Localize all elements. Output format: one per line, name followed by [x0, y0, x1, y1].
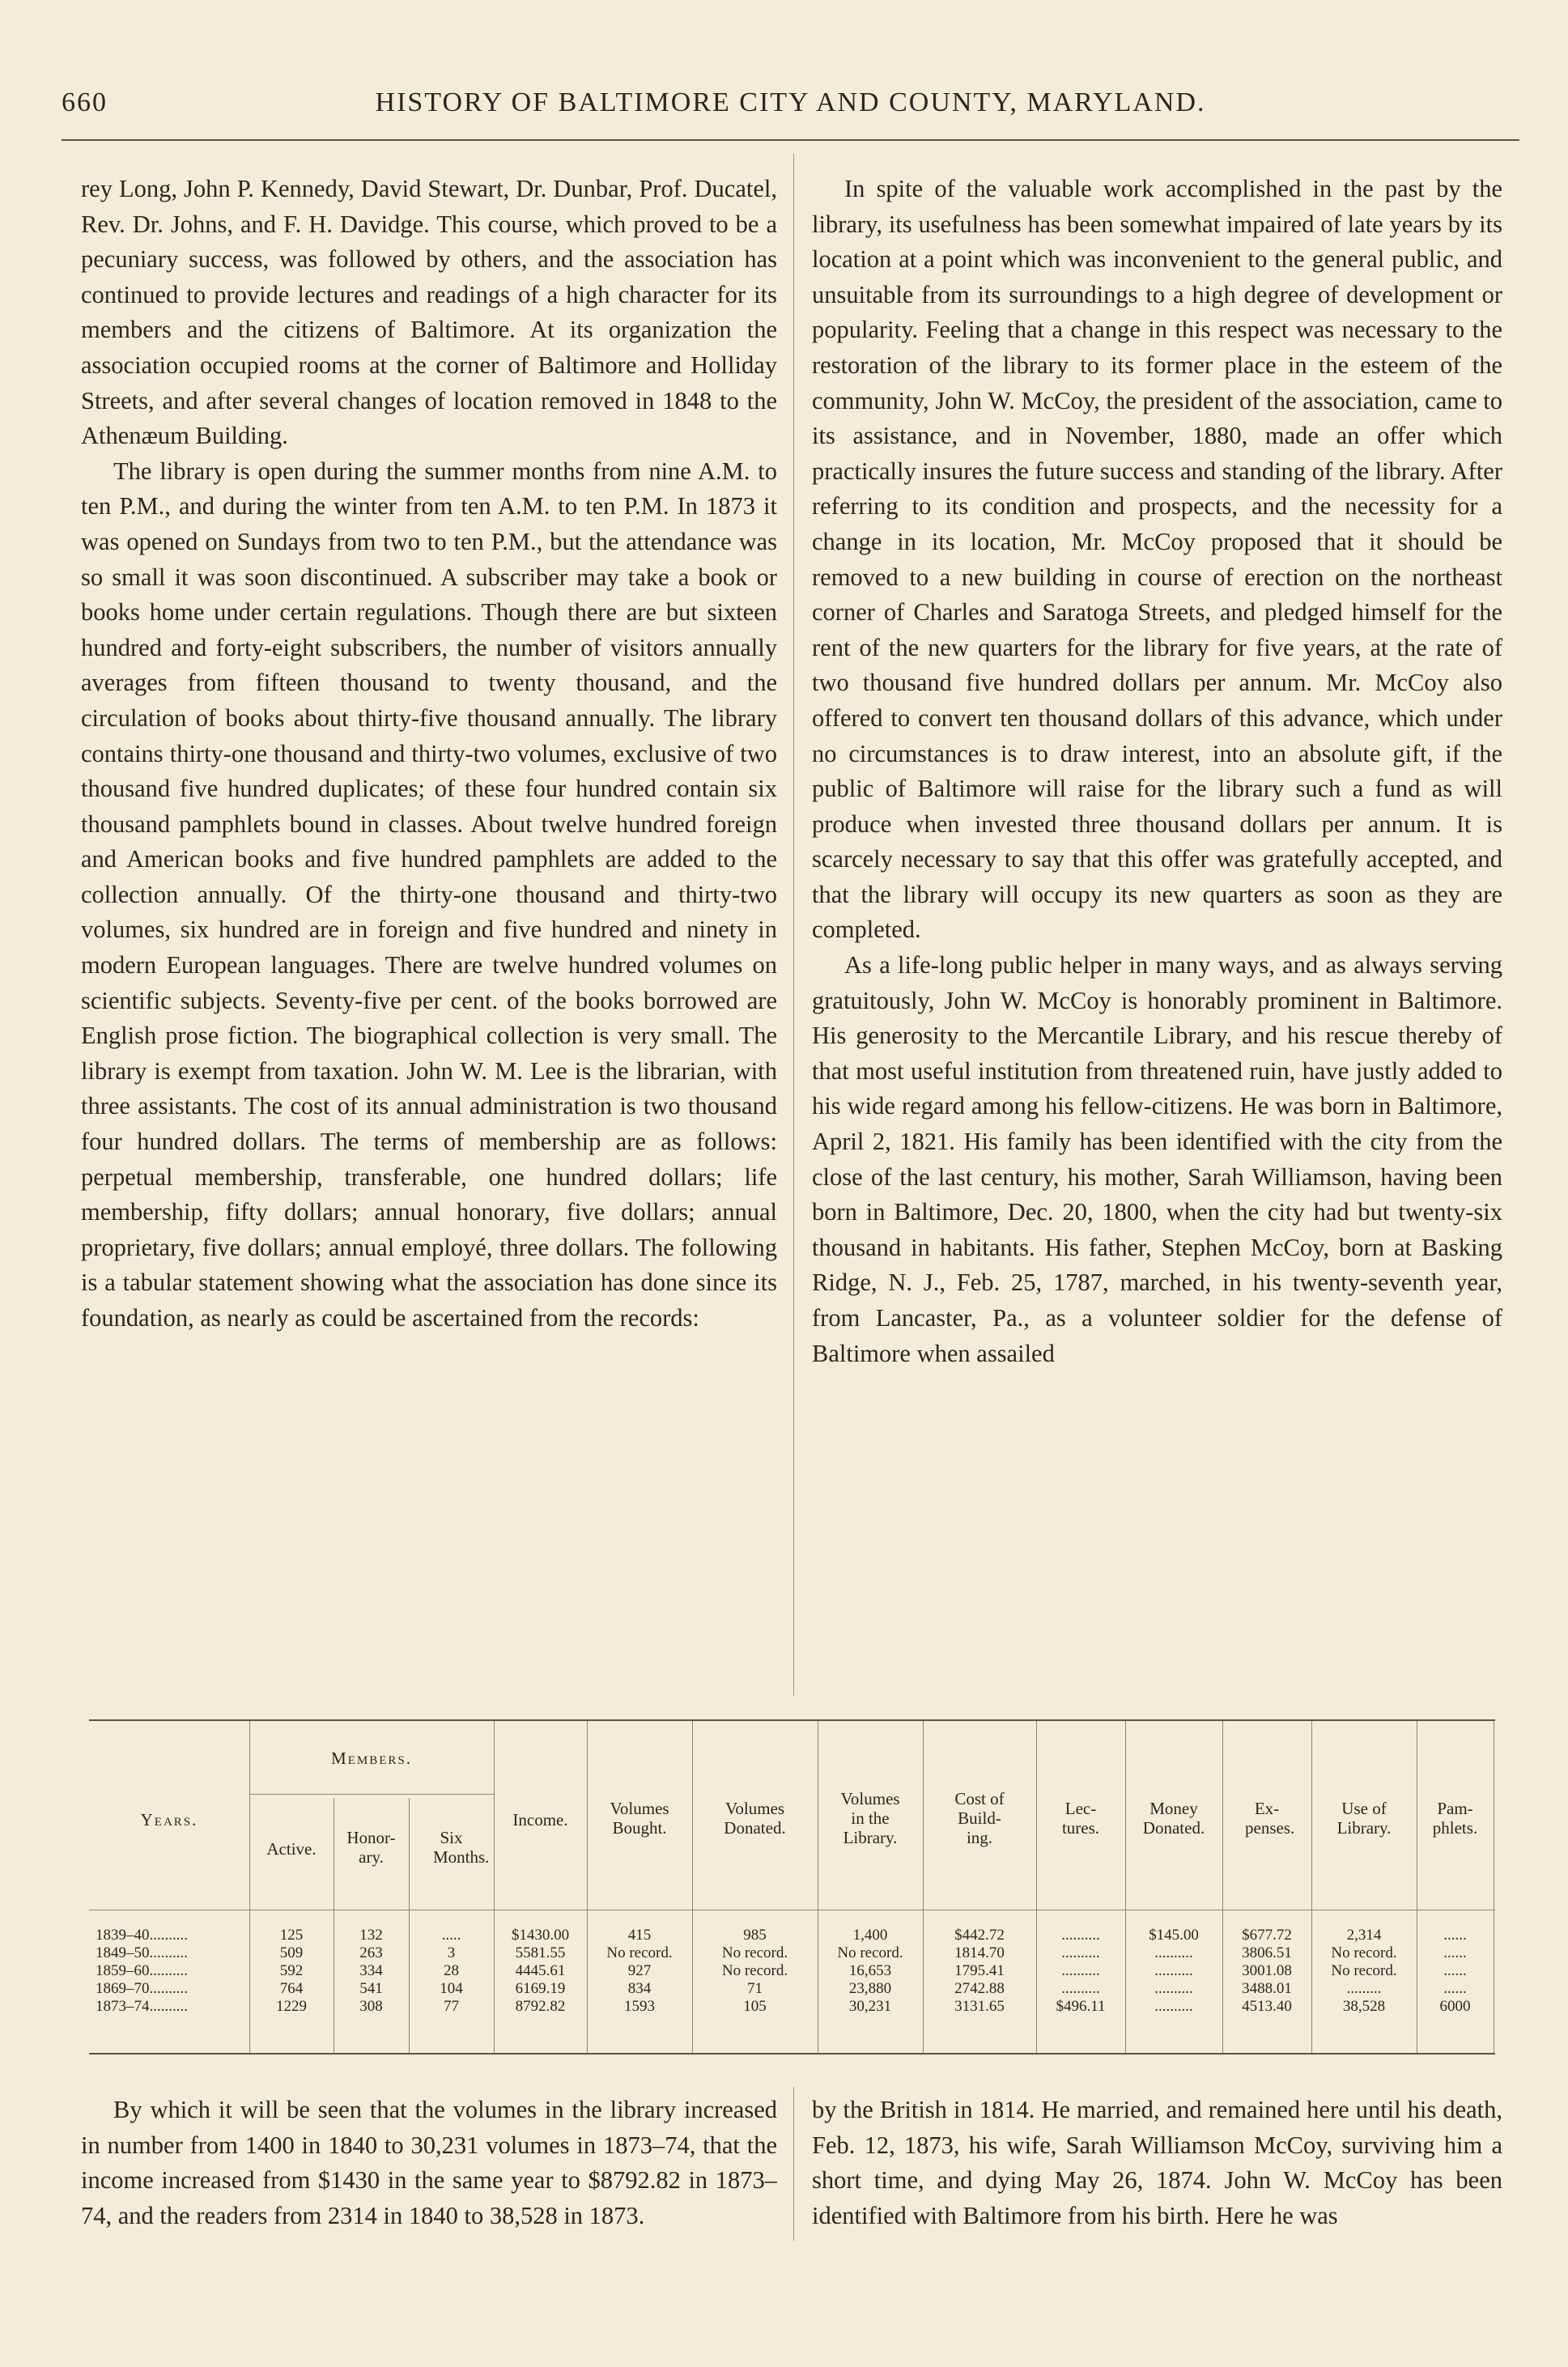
cell-lectures: .......... [1061, 1962, 1100, 1979]
header-volumes-in-library: Volumes in the Library. [840, 1789, 900, 1847]
bottom-right-column [812, 2093, 1502, 2233]
paragraph: The library is open during the summer months from nine A.M. to ten P.M., and during the winter from ten A.M. to ten P.M. In 1873 it was opened on Sundays from two to ten P.M., but the attendance was so small it was soon discontinued. A subscriber may take a book or books home under certain regulations. Though there are but sixteen hundred and forty-eight subscribers, the number of visitors annually averages from fifteen thousand to twenty thousand, and the circulation of books about thirty-five thousand annually. The library contains thirty-one thousand and thirty-two volumes, exclusive of two thousand five hundred duplicates; of these four hundred contain six thousand pamphlets bound in classes. About twelve hundred foreign and American books and five hundred pamphlets are added to the collection annually. Of the thirty-one thousand and thirty-two volumes, six hundred are in foreign and five hundred and ninety in modern European languages. There are twelve hundred volumes on scientific subjects. Seventy-five per cent. of the books borrowed are English prose fiction. The biographical collection is very small. The library is exempt from taxation. John W. M. Lee is the librarian, with three assistants. The cost of its annual administration is two thousand four hundred dollars. The terms of membership are as follows: perpetual membership, transferable, one hundred dollars; life membership, fifty dollars; annual honorary, five dollars; annual proprietary, five dollars; annual employé, three dollars. The following is a tabular statement showing what the association has done since its foundation, as nearly as could be ascertained from the records: [81, 457, 777, 1332]
cell-honorary: 541 [359, 1980, 383, 1997]
page-title: HISTORY OF BALTIMORE CITY AND COUNTY, MARYLAND. [375, 87, 1206, 117]
cell-volumes-donated: No record. [721, 1962, 788, 1979]
cell-year: 1873–74.......... [96, 1998, 188, 2015]
cell-income: $1430.00 [511, 1927, 570, 1944]
cell-volumes-donated: 71 [747, 1980, 763, 1997]
cell-expenses: 4513.40 [1242, 1998, 1292, 2015]
cell-volumes-in-library: 16,653 [848, 1962, 892, 1979]
cell-cost-of-building: 3131.65 [954, 1998, 1005, 2015]
column-divider [793, 154, 794, 1696]
cell-lectures: .......... [1061, 1944, 1100, 1961]
cell-use-of-library: 2,314 [1346, 1927, 1382, 1944]
cell-six-months: ..... [441, 1927, 461, 1944]
cell-volumes-in-library: 23,880 [848, 1980, 892, 1997]
cell-income: 4445.61 [515, 1962, 566, 1979]
cell-six-months: 104 [440, 1980, 463, 1997]
cell-volumes-donated: 985 [743, 1927, 767, 1944]
cell-pamphlets: ...... [1443, 1927, 1467, 1944]
cell-expenses: 3001.08 [1242, 1962, 1292, 1979]
cell-expenses: $677.72 [1242, 1927, 1292, 1944]
cell-volumes-bought: 834 [627, 1980, 652, 1997]
header-honorary: Honor-ary. [346, 1828, 396, 1867]
cell-lectures: $496.11 [1056, 1998, 1106, 2015]
cell-active: 592 [279, 1962, 304, 1979]
cell-income: 6169.19 [515, 1980, 566, 1997]
cell-money-donated: .......... [1154, 1998, 1193, 2015]
cell-honorary: 334 [359, 1962, 383, 1979]
right-column [812, 172, 1502, 1371]
cell-volumes-donated: No record. [721, 1944, 788, 1961]
table-row [89, 1998, 1495, 2016]
cell-active: 1229 [276, 1998, 307, 2015]
running-header [62, 87, 1519, 128]
header-active: Active. [266, 1839, 317, 1859]
header-cost-of-building: Cost of Build-ing. [954, 1789, 1005, 1847]
cell-cost-of-building: 2742.88 [954, 1980, 1005, 1997]
cell-cost-of-building: $442.72 [954, 1927, 1005, 1944]
cell-pamphlets: 6000 [1439, 1998, 1471, 2015]
cell-cost-of-building: 1795.41 [954, 1962, 1005, 1979]
page-number: 660 [62, 87, 108, 117]
cell-money-donated: .......... [1154, 1962, 1193, 1979]
cell-honorary: 263 [359, 1944, 383, 1961]
paragraph: By which it will be seen that the volumes in the library increased in number from 1400 in 1840 to 30,231 volumes in 1873–74, that the income increased from $1430 in the same year to $8792.82 in 1873–74, and the readers from 2314 in 1840 to 38,528 in 1873. [81, 2096, 777, 2229]
cell-year: 1859–60.......... [96, 1962, 188, 1979]
header-six-months: Six Months. [433, 1828, 490, 1867]
cell-money-donated: .......... [1154, 1944, 1193, 1961]
cell-honorary: 308 [359, 1998, 383, 2015]
header-lectures: Lec-tures. [1061, 1799, 1100, 1838]
cell-volumes-in-library: 30,231 [848, 1998, 892, 2015]
cell-expenses: 3488.01 [1242, 1980, 1292, 1997]
statistics-table [89, 1719, 1495, 2055]
header-income: Income. [512, 1810, 568, 1829]
cell-volumes-in-library: 1,400 [852, 1927, 888, 1944]
cell-use-of-library: ......... [1346, 1980, 1382, 1997]
bottom-left-column [81, 2093, 777, 2233]
cell-cost-of-building: 1814.70 [954, 1944, 1005, 1961]
table-divider [249, 1794, 494, 1795]
cell-six-months: 28 [444, 1962, 459, 1979]
cell-pamphlets: ...... [1443, 1944, 1467, 1961]
cell-expenses: 3806.51 [1242, 1944, 1292, 1961]
cell-income: 5581.55 [515, 1944, 566, 1961]
column-divider [793, 2087, 794, 2241]
table-row [89, 1927, 1495, 1944]
header-rule [62, 139, 1519, 141]
header-volumes-bought: Volumes Bought. [610, 1799, 669, 1838]
header-expenses: Ex-penses. [1245, 1799, 1295, 1838]
cell-active: 764 [279, 1980, 304, 1997]
header-volumes-donated: Volumes Donated. [724, 1799, 786, 1838]
cell-use-of-library: 38,528 [1342, 1998, 1386, 2015]
paragraph: by the British in 1814. He married, and remained here until his death, Feb. 12, 1873, his wife, Sarah Williamson McCoy, surviving him a short time, and dying May 26, 1874. John W. McCoy has been identified with Baltimore from his birth. Here he was [812, 2096, 1502, 2229]
cell-active: 125 [279, 1927, 304, 1944]
table-row [89, 1944, 1495, 1962]
header-pamphlets: Pam-phlets. [1432, 1799, 1478, 1838]
header-members: Members. [331, 1749, 412, 1768]
cell-pamphlets: ...... [1443, 1980, 1467, 1997]
cell-active: 509 [279, 1944, 304, 1961]
cell-honorary: 132 [359, 1927, 383, 1944]
cell-year: 1839–40.......... [96, 1927, 188, 1944]
cell-lectures: .......... [1061, 1927, 1100, 1944]
cell-use-of-library: No record. [1331, 1944, 1397, 1961]
table-row [89, 1962, 1495, 1980]
cell-six-months: 77 [444, 1998, 459, 2015]
cell-use-of-library: No record. [1331, 1962, 1397, 1979]
cell-volumes-donated: 105 [743, 1998, 767, 2015]
cell-money-donated: .......... [1154, 1980, 1193, 1997]
header-money-donated: Money Donated. [1142, 1799, 1205, 1838]
cell-volumes-bought: No record. [606, 1944, 673, 1961]
table-row [89, 1980, 1495, 1998]
paragraph: As a life-long public helper in many ways, and as always serving gratuitously, John W. McCoy is honorably prominent in Baltimore. His generosity to the Mercantile Library, and his rescue thereby of that most useful institution from threatened ruin, have justly added to his wide regard among his fellow-citizens. He was born in Baltimore, April 2, 1821. His family has been identified with the city from the close of the last century, his mother, Sarah Williamson, having been born in Baltimore, Dec. 20, 1800, when the city had but twenty-six thousand in habitants. His father, Stephen McCoy, born at Basking Ridge, N. J., Feb. 25, 1787, marched, in his twenty-seventh year, from Lancaster, Pa., as a volunteer soldier for the defense of Baltimore when assailed [812, 951, 1502, 1367]
left-column [81, 172, 777, 1336]
cell-income: 8792.82 [515, 1998, 566, 2015]
cell-volumes-bought: 1593 [624, 1998, 655, 2015]
header-use-of-library: Use of Library. [1336, 1799, 1392, 1838]
paragraph: rey Long, John P. Kennedy, David Stewart, Dr. Dunbar, Prof. Ducatel, Rev. Dr. Johns, and F. H. Davidge. This course, which proved to be a pecuniary success, was followed by others, and the association has continued to provide lectures and readings of a high character for its members and the citizens of Baltimore. At its organization the association occupied rooms at the corner of Baltimore and Holliday Streets, and after several changes of location removed in 1848 to the Athenæum Building. [81, 175, 777, 450]
paragraph: In spite of the valuable work accomplished in the past by the library, its usefulness has been somewhat impaired of late years by its location at a point which was inconvenient to the general public, and unsuitable from its surroundings to a high degree of development or popularity. Feeling that a change in this respect was necessary to the restoration of the library to its former place in the esteem of the community, John W. McCoy, the president of the association, came to its assistance, and in November, 1880, made an offer which practically insures the future success and standing of the library. After referring to its condition and prospects, and the necessity for a change in its location, Mr. McCoy proposed that it should be removed to a new building in course of erection on the northeast corner of Charles and Saratoga Streets, and pledged himself for the rent of the new quarters for the library for five years, at the rate of two thousand five hundred dollars per annum. Mr. McCoy also offered to convert ten thousand dollars of this advance, which under no circumstances is to draw interest, into an absolute gift, if the public of Baltimore will raise for the library such a fund as will produce when invested three thousand dollars per annum. It is scarcely necessary to say that this offer was gratefully accepted, and that the library will occupy its new quarters as soon as they are completed. [812, 175, 1502, 944]
cell-six-months: 3 [447, 1944, 456, 1961]
cell-pamphlets: ...... [1443, 1962, 1467, 1979]
cell-year: 1869–70.......... [96, 1980, 188, 1997]
cell-money-donated: $145.00 [1149, 1927, 1199, 1944]
header-years: Years. [140, 1810, 198, 1829]
cell-lectures: .......... [1061, 1980, 1100, 1997]
cell-volumes-bought: 927 [627, 1962, 652, 1979]
cell-volumes-in-library: No record. [837, 1944, 903, 1961]
cell-volumes-bought: 415 [627, 1927, 652, 1944]
cell-year: 1849–50.......... [96, 1944, 188, 1961]
